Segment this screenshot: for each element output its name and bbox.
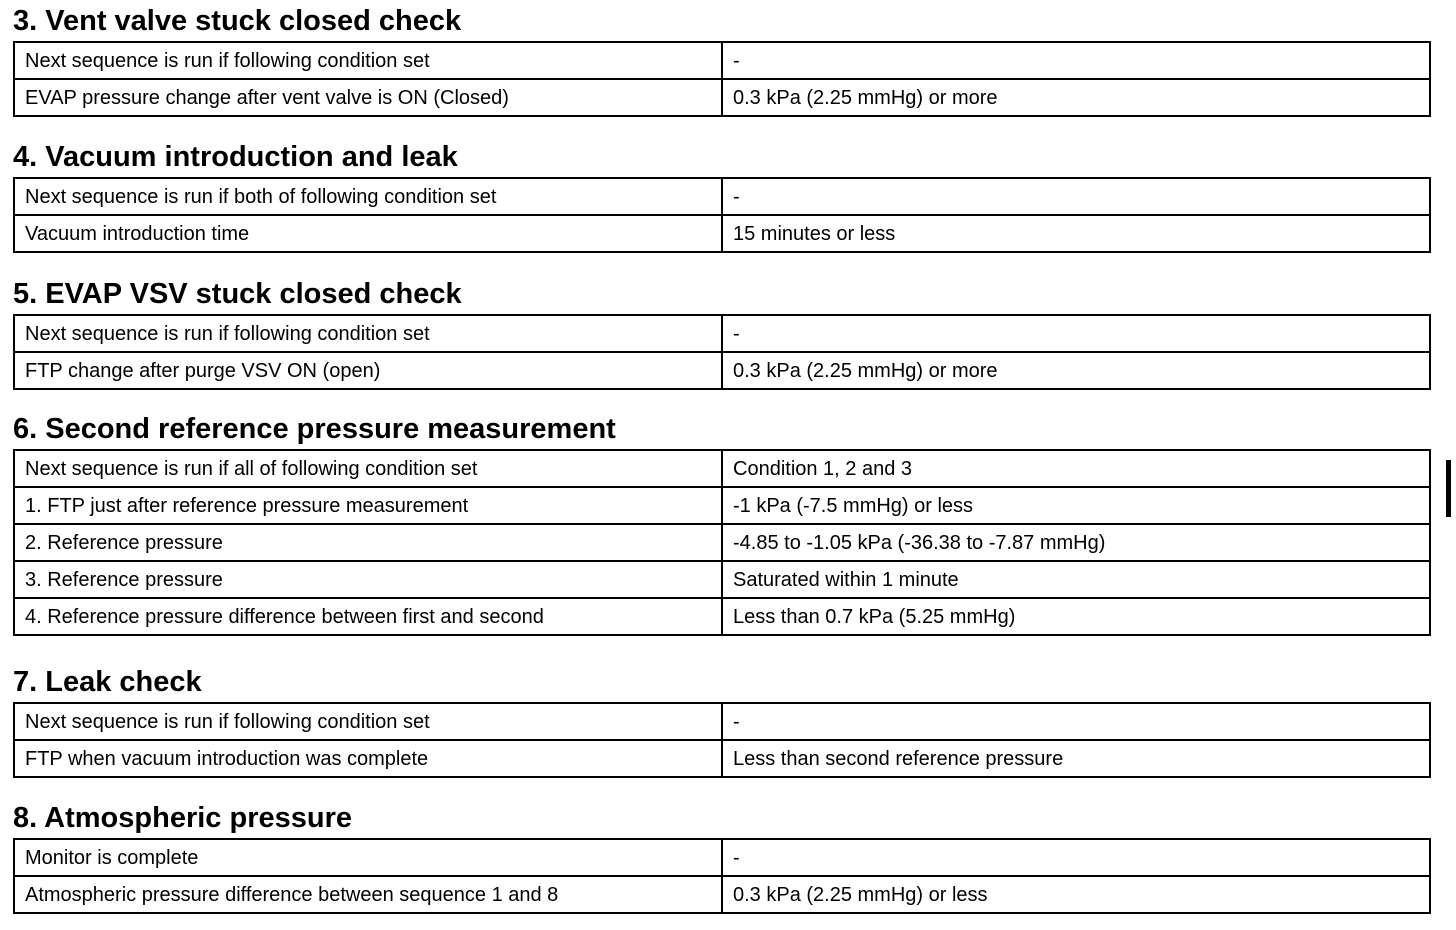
condition-label: FTP when vacuum introduction was complete (14, 740, 722, 777)
section-evap-vsv-stuck-closed (13, 277, 1429, 390)
table-row (14, 487, 1430, 524)
condition-table (13, 177, 1431, 253)
section-leak-check (13, 665, 1429, 778)
section-title: 3. Vent valve stuck closed check (13, 5, 462, 37)
condition-label: 1. FTP just after reference pressure measurement (14, 487, 722, 524)
condition-value: Saturated within 1 minute (722, 561, 1430, 598)
table-row (14, 561, 1430, 598)
change-bar-marker (1446, 460, 1451, 517)
condition-label: Next sequence is run if both of following condition set (14, 178, 722, 215)
table-row (14, 215, 1430, 252)
condition-value: 0.3 kPa (2.25 mmHg) or less (722, 876, 1430, 913)
section-title: 7. Leak check (13, 666, 202, 698)
table-row (14, 740, 1430, 777)
table-row (14, 79, 1430, 116)
condition-label: 4. Reference pressure difference between first and second (14, 598, 722, 635)
table-row (14, 598, 1430, 635)
condition-value: - (722, 839, 1430, 876)
condition-value: 0.3 kPa (2.25 mmHg) or more (722, 79, 1430, 116)
section-atmospheric-pressure (13, 801, 1429, 914)
section-vacuum-introduction (13, 140, 1429, 253)
condition-value: - (722, 178, 1430, 215)
table-row (14, 315, 1430, 352)
condition-label: EVAP pressure change after vent valve is ON (Closed) (14, 79, 722, 116)
condition-value: 15 minutes or less (722, 215, 1430, 252)
condition-value: -1 kPa (-7.5 mmHg) or less (722, 487, 1430, 524)
condition-value: - (722, 703, 1430, 740)
condition-table (13, 838, 1431, 914)
table-row (14, 839, 1430, 876)
condition-label: 3. Reference pressure (14, 561, 722, 598)
condition-table (13, 41, 1431, 117)
condition-table (13, 702, 1431, 778)
section-title: 6. Second reference pressure measurement (13, 413, 616, 445)
condition-table (13, 314, 1431, 390)
table-row (14, 524, 1430, 561)
section-title: 8. Atmospheric pressure (13, 802, 352, 834)
condition-table (13, 449, 1431, 636)
table-row (14, 703, 1430, 740)
condition-label: Next sequence is run if all of following condition set (14, 450, 722, 487)
section-title: 5. EVAP VSV stuck closed check (13, 278, 462, 310)
condition-value: - (722, 315, 1430, 352)
condition-value: Less than 0.7 kPa (5.25 mmHg) (722, 598, 1430, 635)
table-row (14, 178, 1430, 215)
condition-label: 2. Reference pressure (14, 524, 722, 561)
section-second-reference-pressure (13, 412, 1429, 636)
condition-label: Atmospheric pressure difference between sequence 1 and 8 (14, 876, 722, 913)
condition-value: - (722, 42, 1430, 79)
table-row (14, 450, 1430, 487)
condition-value: Condition 1, 2 and 3 (722, 450, 1430, 487)
condition-label: Next sequence is run if following condition set (14, 703, 722, 740)
table-row (14, 876, 1430, 913)
condition-value: Less than second reference pressure (722, 740, 1430, 777)
condition-value: -4.85 to -1.05 kPa (-36.38 to -7.87 mmHg) (722, 524, 1430, 561)
table-row (14, 352, 1430, 389)
condition-label: Monitor is complete (14, 839, 722, 876)
condition-label: Next sequence is run if following condition set (14, 315, 722, 352)
table-row (14, 42, 1430, 79)
condition-value: 0.3 kPa (2.25 mmHg) or more (722, 352, 1430, 389)
condition-label: Vacuum introduction time (14, 215, 722, 252)
condition-label: FTP change after purge VSV ON (open) (14, 352, 722, 389)
section-vent-valve-stuck-closed (13, 4, 1429, 117)
section-title: 4. Vacuum introduction and leak (13, 141, 458, 173)
condition-label: Next sequence is run if following condition set (14, 42, 722, 79)
